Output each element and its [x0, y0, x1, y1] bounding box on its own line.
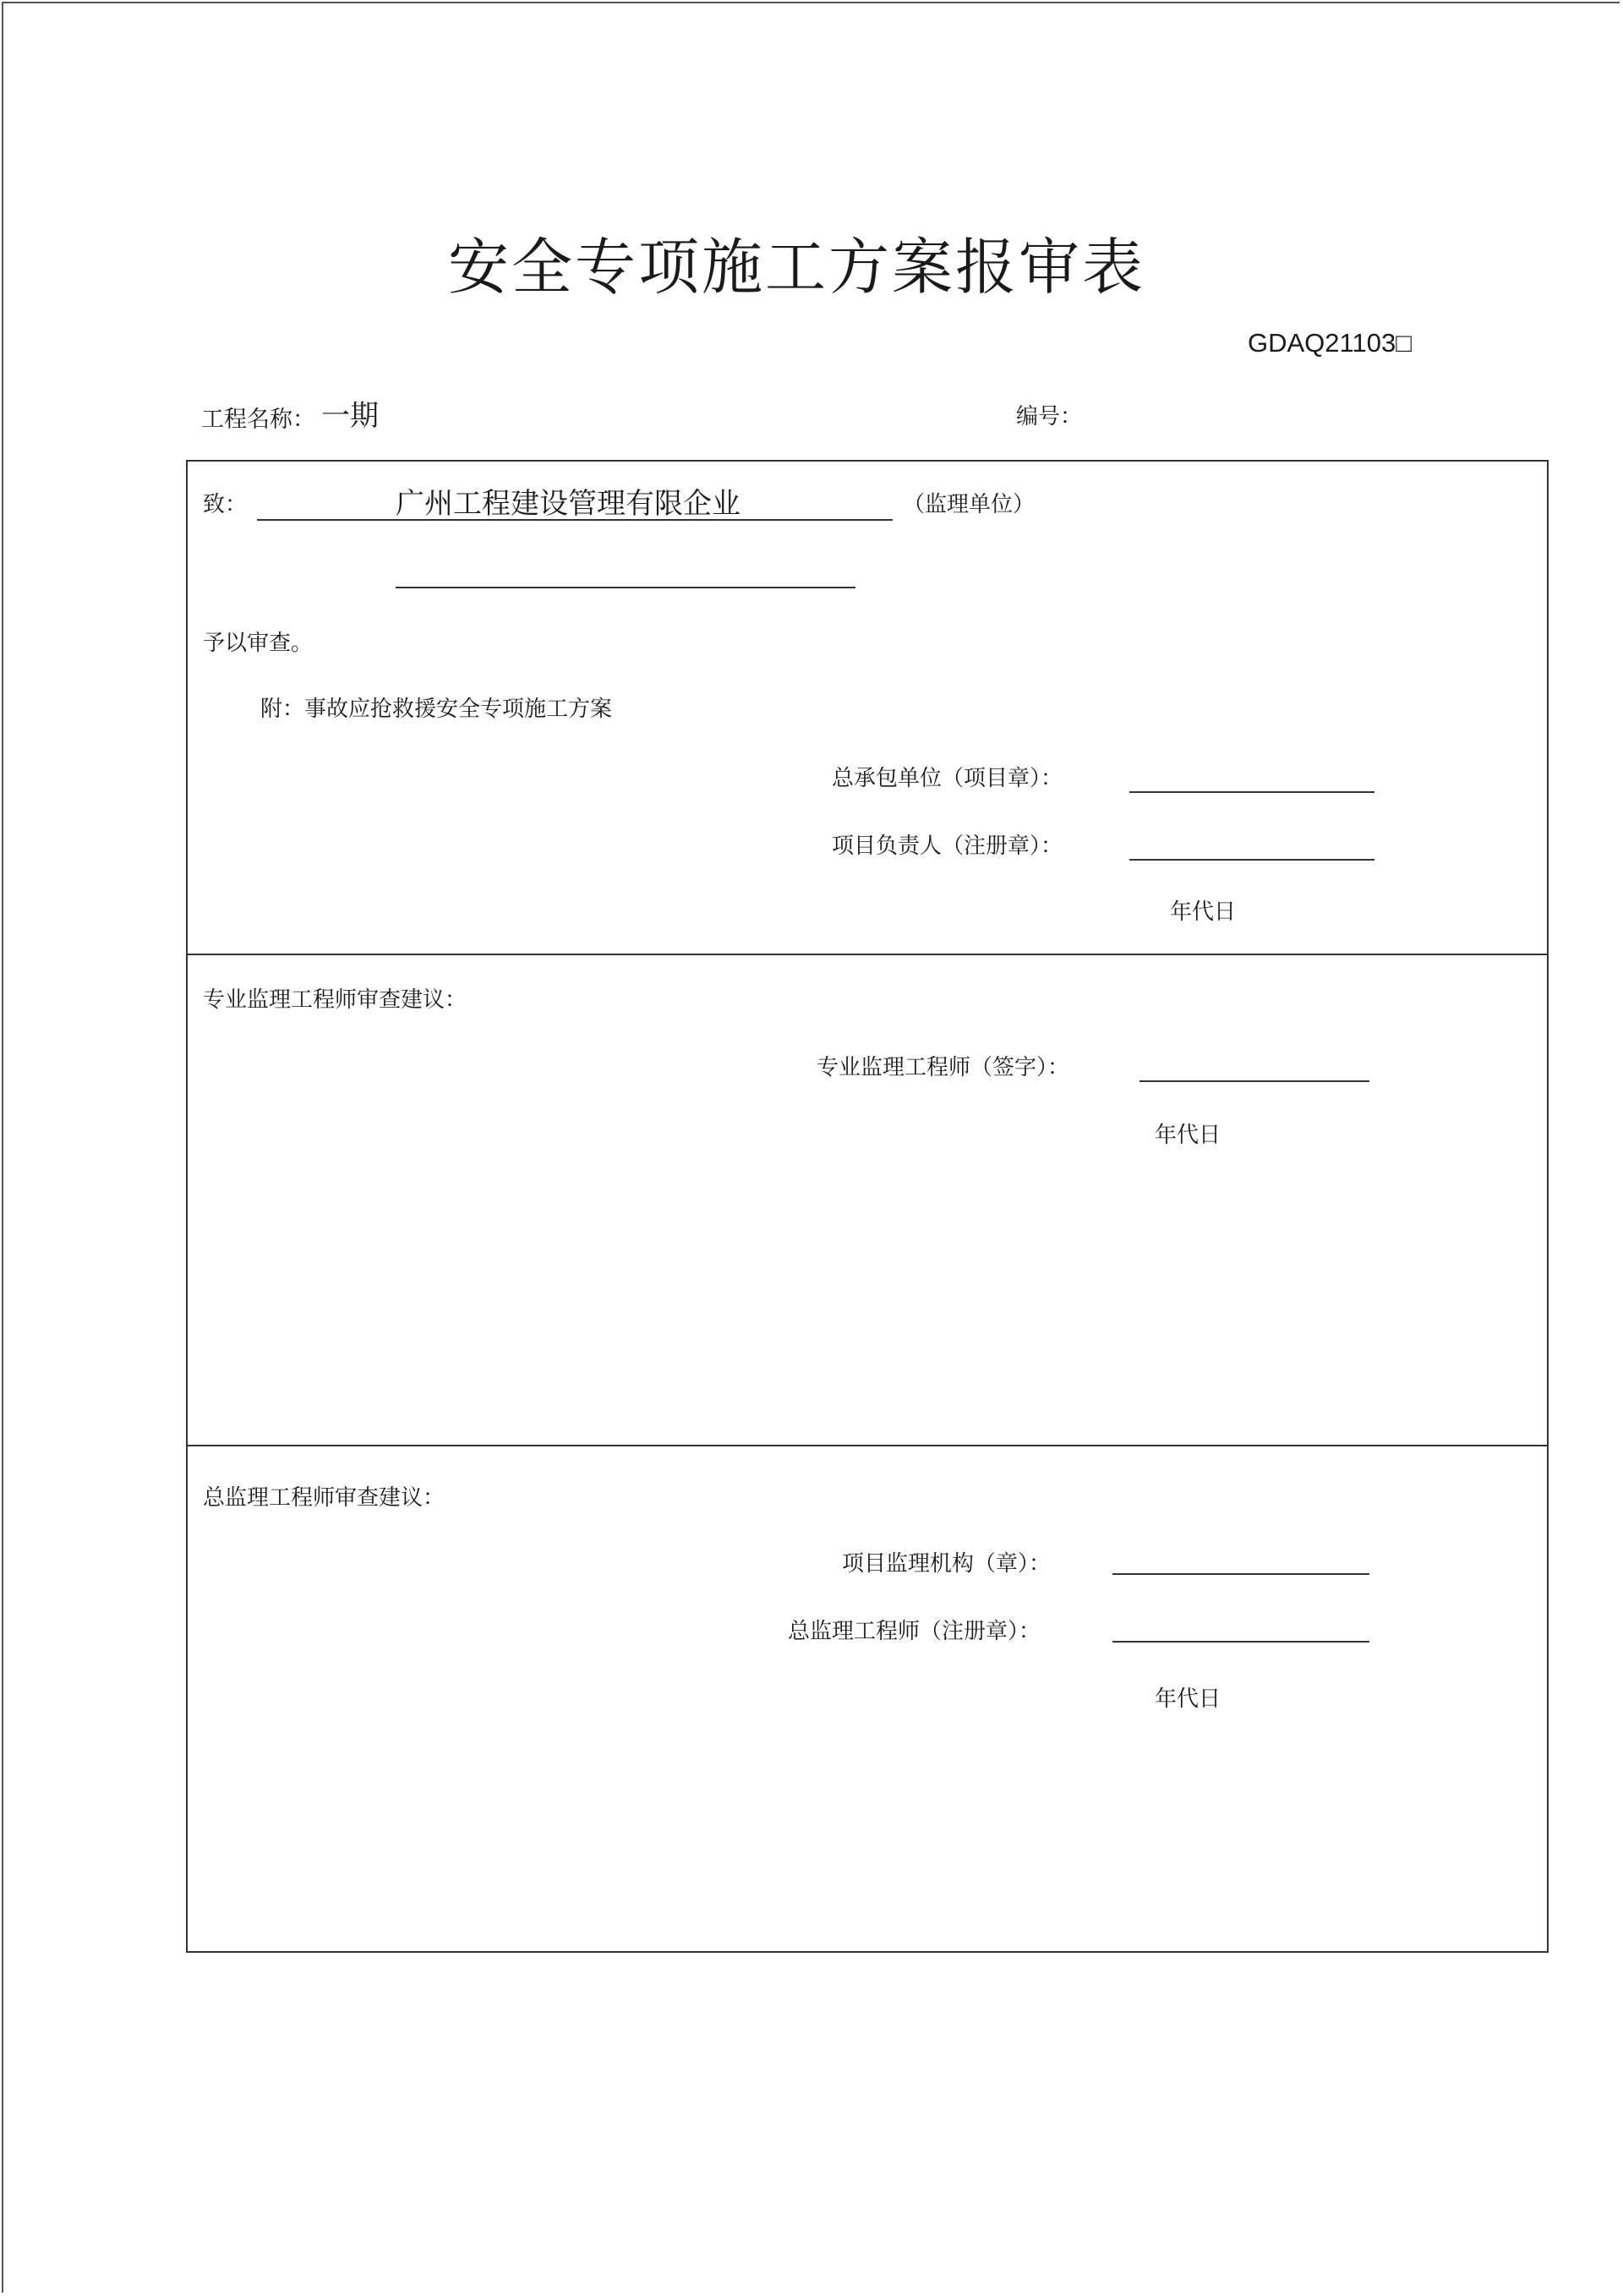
form-code: GDAQ21103□	[1248, 328, 1412, 358]
to-label: 致：	[203, 492, 248, 517]
recipient-underline	[257, 519, 893, 521]
date-text: 年代日	[1155, 1686, 1221, 1712]
number-label: 编号：	[1016, 404, 1083, 429]
date-text: 年代日	[1170, 899, 1237, 925]
project-manager-label: 项目负责人（注册章）：	[832, 834, 1063, 859]
specialist-review-section	[186, 954, 1549, 1446]
supervision-org-label: 项目监理机构（章）：	[842, 1551, 1052, 1577]
review-request-text: 予以审查。	[203, 631, 314, 656]
blank-underline	[396, 587, 855, 588]
specialist-signature-label: 专业监理工程师（签字）：	[817, 1055, 1070, 1080]
document-title: 安全专项施工方案报审表	[448, 232, 1146, 303]
chief-review-heading: 总监理工程师审查建议：	[203, 1485, 445, 1511]
attachment-text: 附：事故应抢救援安全专项施工方案	[260, 697, 613, 722]
project-name-label: 工程名称：	[201, 407, 315, 433]
specialist-review-heading: 专业监理工程师审查建议：	[203, 987, 467, 1013]
project-manager-line	[1129, 859, 1374, 861]
contractor-seal-line	[1129, 791, 1374, 793]
supervision-unit-label: （监理单位）	[903, 492, 1036, 517]
date-text: 年代日	[1155, 1123, 1221, 1148]
application-section	[186, 460, 1549, 955]
project-name-value: 一期	[321, 399, 379, 433]
supervision-org-line	[1112, 1573, 1369, 1575]
to-recipient-value: 广州工程建设管理有限企业	[396, 487, 740, 521]
contractor-seal-label: 总承包单位（项目章）：	[832, 766, 1063, 791]
chief-engineer-label: 总监理工程师（注册章）：	[788, 1619, 1041, 1644]
specialist-signature-line	[1139, 1080, 1369, 1082]
chief-review-section	[186, 1445, 1549, 1953]
chief-engineer-line	[1112, 1641, 1369, 1643]
